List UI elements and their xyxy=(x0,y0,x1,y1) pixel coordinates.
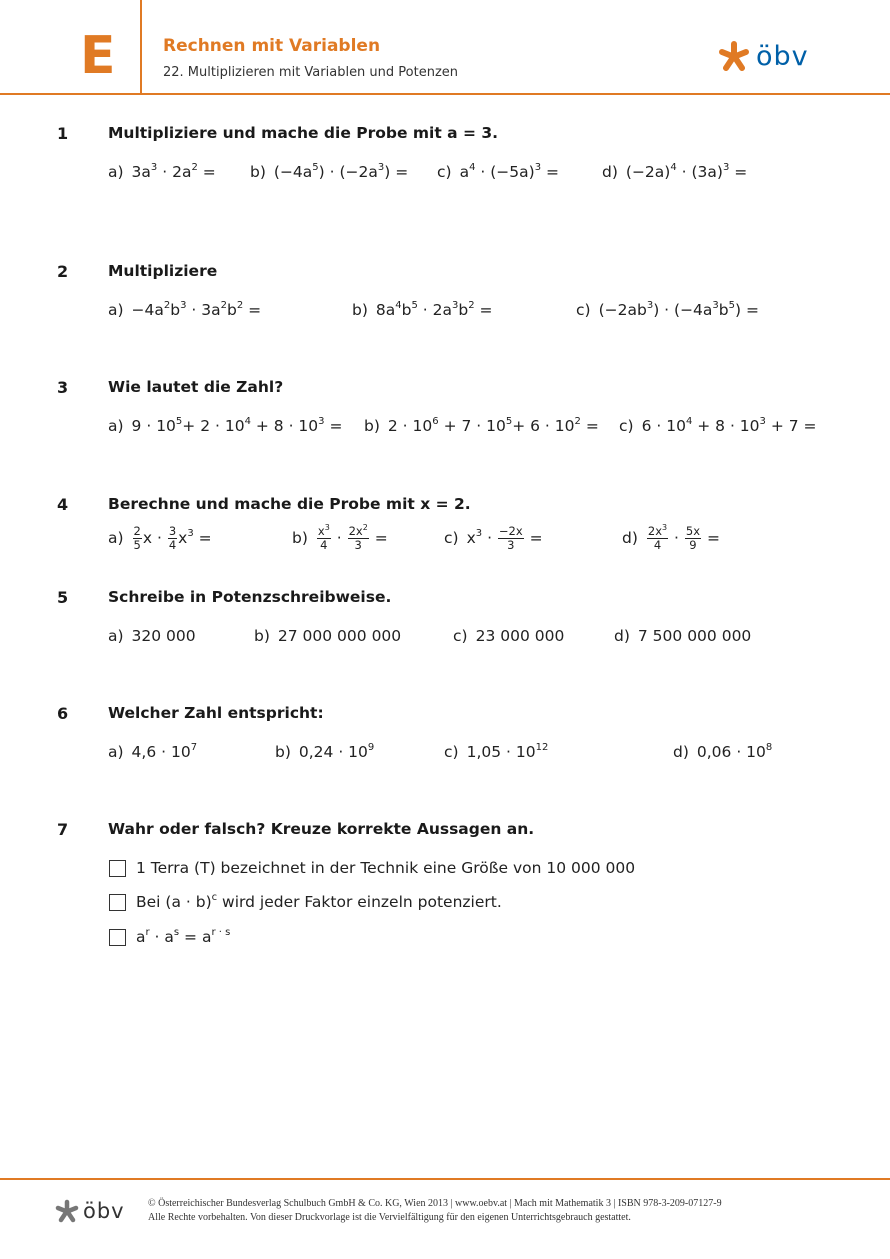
task-item: d) $(-2a)^4 \cdot (3a)^3$ = xyxy=(602,162,748,181)
logo-text: öbv xyxy=(756,40,809,72)
task-item: b) $8a^4b^5 \cdot 2a^3b^2$ = xyxy=(352,300,493,319)
statement-text: Bei $(a \cdot b)^c$ wird jeder Faktor einzeln potenziert. xyxy=(136,892,502,911)
chapter-letter: E xyxy=(80,26,116,86)
statement-checkbox[interactable] xyxy=(109,929,126,946)
task-item: a) 320 000 xyxy=(108,627,196,645)
task-item: a) $3a^3 \cdot 2a^2$ = xyxy=(108,162,216,181)
task-number: 2 xyxy=(57,262,69,281)
task-number: 3 xyxy=(57,378,69,397)
rights-line: Alle Rechte vorbehalten. Von dieser Druckvorlage ist die Vervielfältigung für den eigenen Unterrichtsgebrauch gestattet. xyxy=(148,1212,631,1223)
statement-checkbox[interactable] xyxy=(109,894,126,911)
task-item: c) $x^3$ · $\frac{-2x}{3}$ = xyxy=(444,524,543,553)
statement-text: 1 Terra (T) bezeichnet in der Technik eine Größe von 10 000 000 xyxy=(136,859,636,877)
task-item: b) $\frac{x^3}{4}$ · $\frac{2x^2}{3}$ = xyxy=(292,523,388,553)
task-item: c) $1,05 \cdot 10^{12}$ xyxy=(444,742,549,761)
task-item: $a) -4a^2b^3 \cdot 3a^2b^2$ = xyxy=(108,300,262,319)
task-title: Multipliziere xyxy=(108,262,218,280)
asterisk-logo-icon xyxy=(718,40,750,72)
publisher-logo xyxy=(718,40,809,72)
task-item: b) $2 \cdot 10^6 + 7 \cdot 10^5+ 6 \cdot 10^2$ = xyxy=(364,416,599,435)
task-item: b) $(-4a^5) \cdot (-2a^3)$ = xyxy=(250,162,409,181)
task-number: 5 xyxy=(57,588,69,607)
footer-divider xyxy=(0,1178,890,1180)
task-number: 7 xyxy=(57,820,69,839)
task-title: Berechne und mache die Probe mit x = 2. xyxy=(108,495,471,513)
task-title: Wahr oder falsch? Kreuze korrekte Aussagen an. xyxy=(108,820,535,838)
task-item: a) $4,6 \cdot 10^7$ xyxy=(108,742,198,761)
task-item: a) $9 \cdot 10^5+ 2 \cdot 10^4 + 8 \cdot 10^3$ = xyxy=(108,416,343,435)
task-title: Wie lautet die Zahl? xyxy=(108,378,284,396)
task-item: d) 7 500 000 000 xyxy=(614,627,752,645)
statement-text: $a^r \cdot a^s = a^{r \cdot s}$ xyxy=(136,927,231,946)
page-subtitle: 22. Multiplizieren mit Variablen und Potenzen xyxy=(163,65,459,80)
task-item: d) $\frac{2x^3}{4}$ · $\frac{5x}{9}$ = xyxy=(622,523,720,553)
task-item: c) 23 000 000 xyxy=(453,627,565,645)
task-item: c) $(-2ab^3) \cdot (-4a^3b^5)$ = xyxy=(576,300,759,319)
asterisk-logo-icon xyxy=(55,1199,79,1223)
task-item: a) $\frac{2}{5}$ x · $\frac{3}{4}$ $x^3$ = xyxy=(108,524,212,553)
page-title: Rechnen mit Variablen xyxy=(163,36,381,56)
footer-logo-text: öbv xyxy=(83,1199,125,1223)
header-divider-horizontal xyxy=(0,93,890,95)
footer-logo xyxy=(55,1199,125,1223)
statement-checkbox[interactable] xyxy=(109,860,126,877)
task-number: 1 xyxy=(57,124,69,143)
task-item: c) $a^4 \cdot (-5a)^3$ = xyxy=(437,162,559,181)
task-item: d) $0,06 \cdot 10^8$ xyxy=(673,742,773,761)
task-item: b) $0,24 \cdot 10^9$ xyxy=(275,742,375,761)
task-title: Schreibe in Potenzschreibweise. xyxy=(108,588,392,606)
copyright-line: © Österreichischer Bundesverlag Schulbuch GmbH & Co. KG, Wien 2013 | www.oebv.at | Mach mit Mathematik 3 | ISBN 978-3-209-07127-9 xyxy=(148,1198,722,1209)
task-item: c) $6 \cdot 10^4 + 8 \cdot 10^3 + 7$ = xyxy=(619,416,817,435)
task-number: 6 xyxy=(57,704,69,723)
task-item: b) 27 000 000 000 xyxy=(254,627,402,645)
header-divider-vertical xyxy=(140,0,142,94)
task-title: Welcher Zahl entspricht: xyxy=(108,704,324,722)
task-number: 4 xyxy=(57,495,69,514)
task-title: Multipliziere und mache die Probe mit a = 3. xyxy=(108,124,499,142)
